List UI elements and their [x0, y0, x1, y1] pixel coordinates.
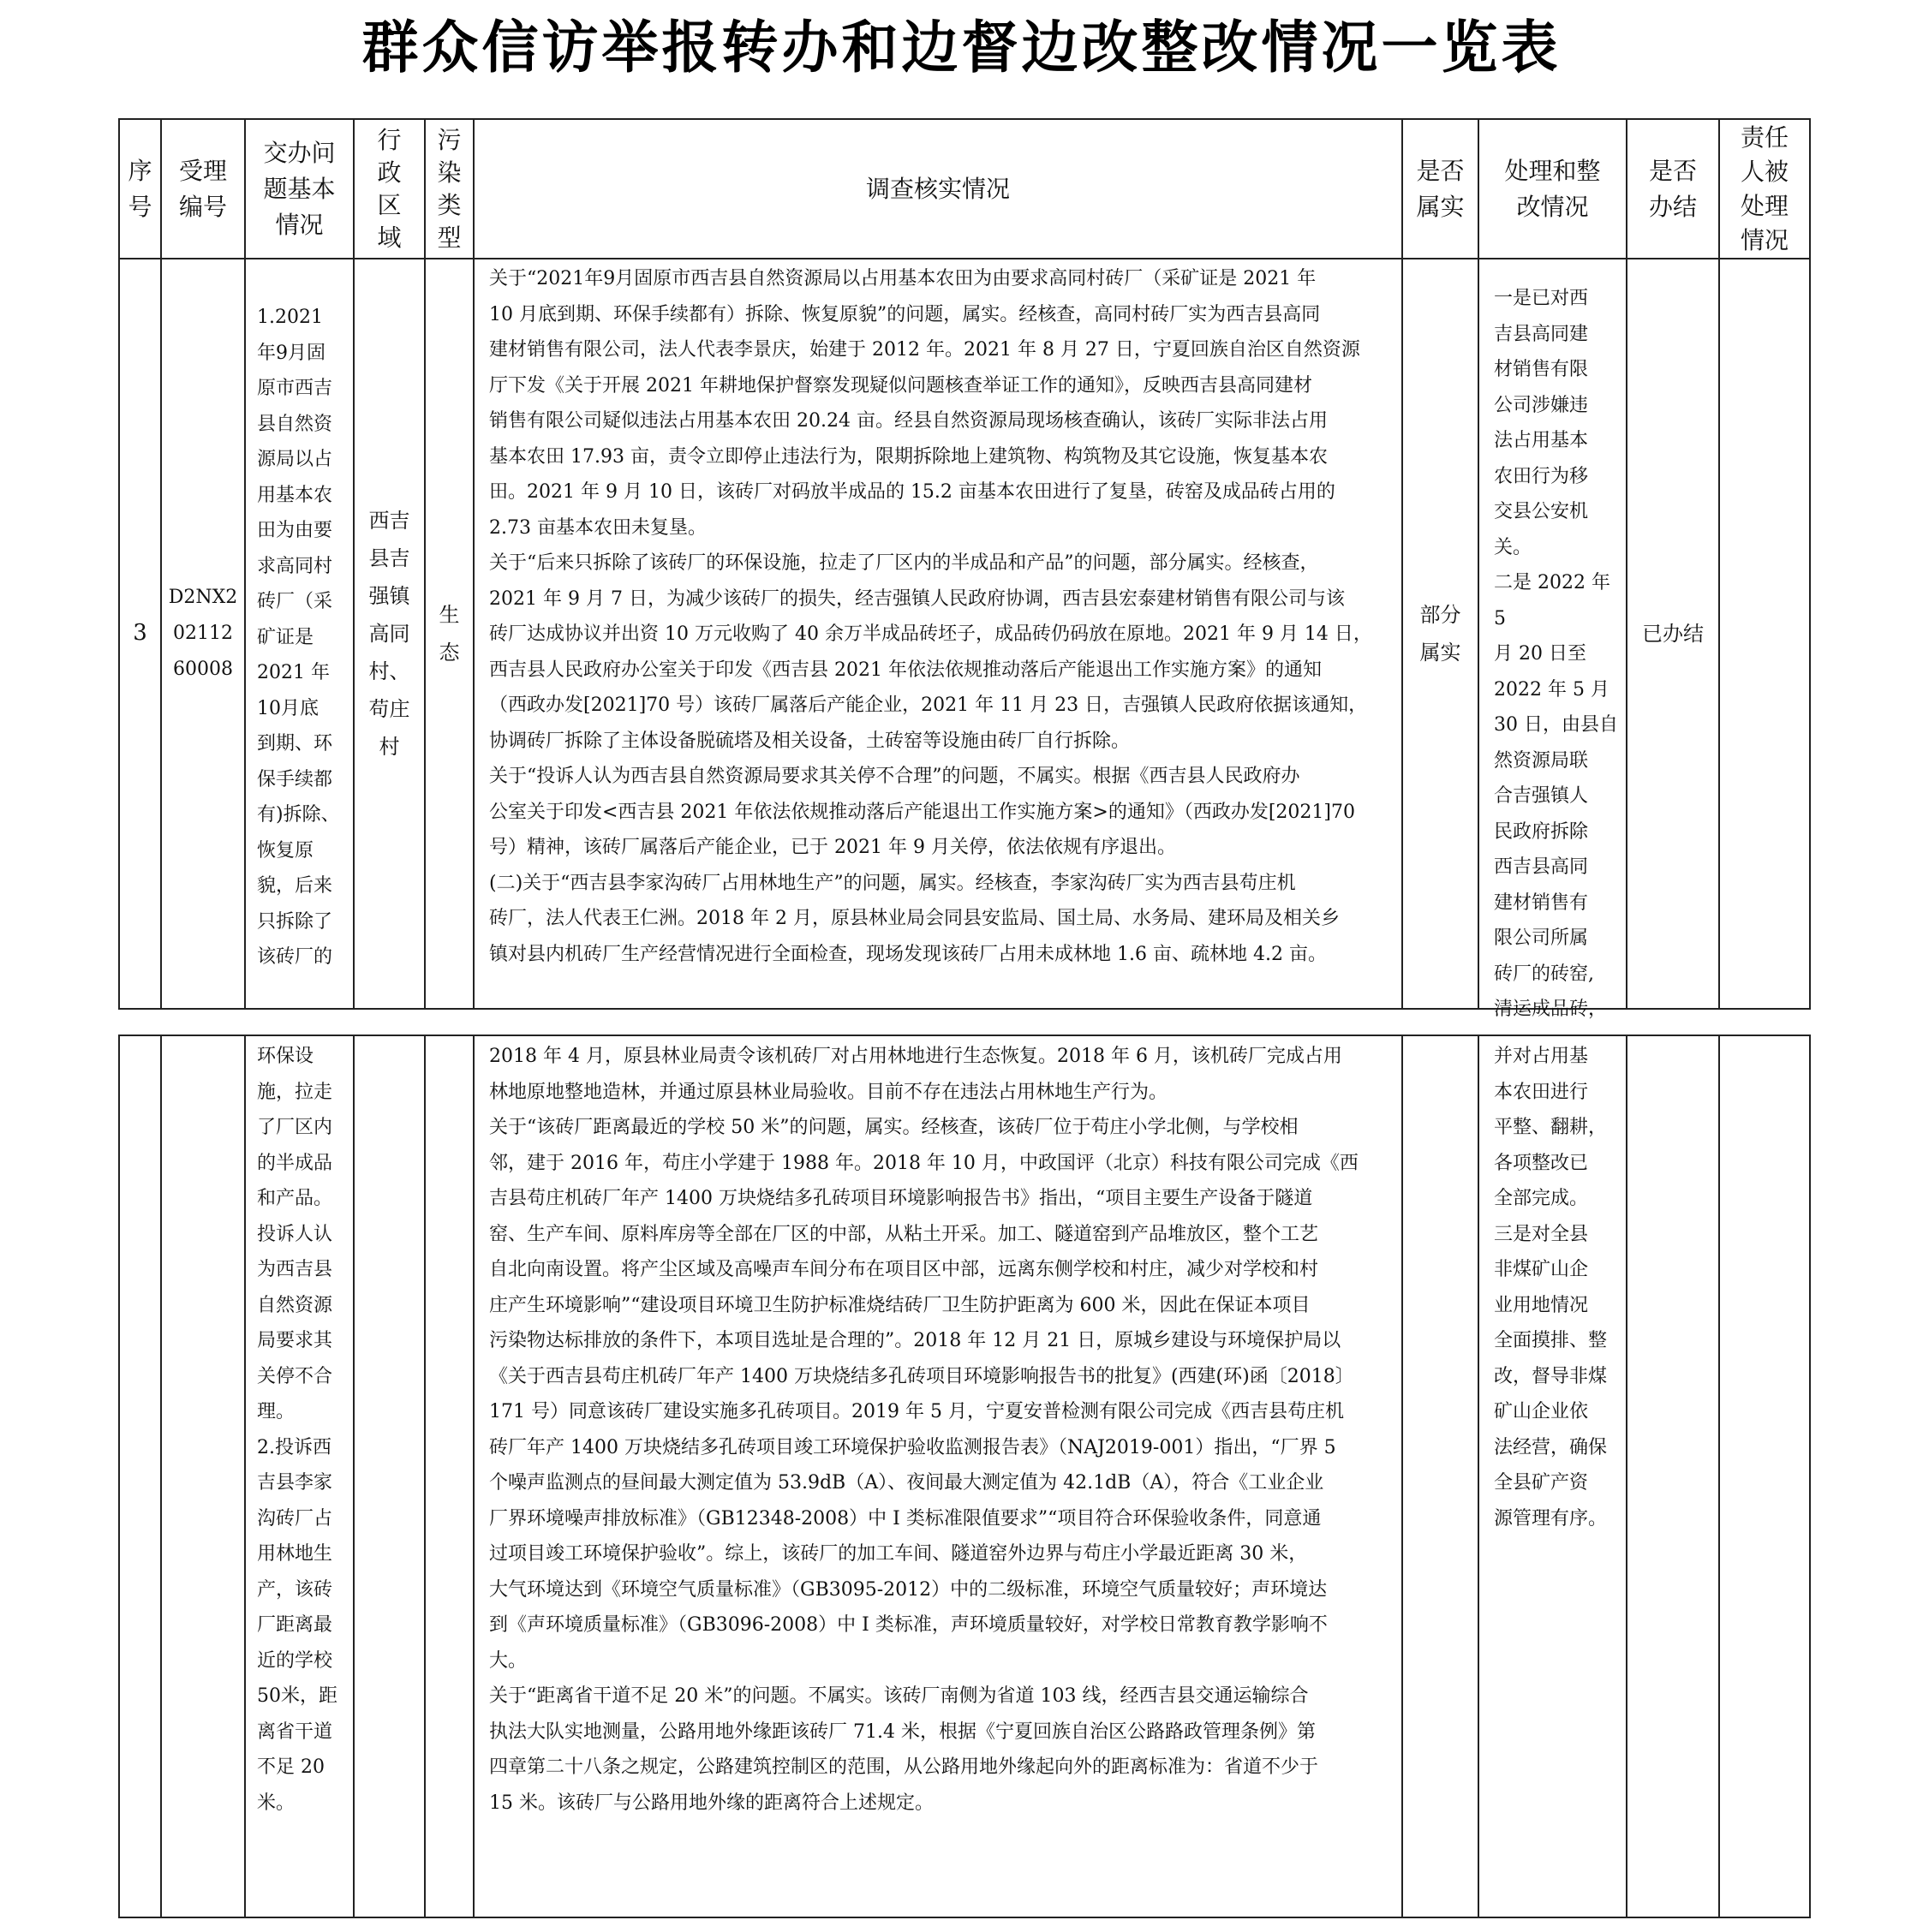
record-accept-no: D2NX2 02112 60008: [168, 587, 238, 680]
record-investigation-part2: 2018 年 4 月，原县林业局责令该机砖厂对占用林地进行生态恢复。2018 年 6 月，该机砖厂完成占用 林地原地整地造林，并通过原县林业局验收。目前不存在违法占用林地生产行为。 关于“该砖厂距离最近的学校 50 米”的问题，属实。经核查，该砖厂位于苟庄小学北侧，与学校相 邻，建于 2016 年，苟庄小学建于 1988 年。2018 年 10 月，中政国评（北京）科技有限公司完成《西 吉县苟庄机砖厂年产 1400 万块烧结多孔砖项目环境影响报告书》指出，“项目主要生产设备于隧道 窑、生产车间、原料库房等全部在厂区的中部，从粘土开采。加工、隧道窑到产品堆放区，整个工艺 自北向南设置。将产尘区域及高噪声车间分布在项目区中部，远离东侧学校和村庄，减少对学校和村 庄产生环境影响”“建设项目环境卫生防护标准烧结砖厂卫生防护距离为 600 米，因此在保证本项目 污染物达标排放的条件下，本项目选址是合理的”。2018 年 12 月 21 日，原城乡建设与环境保护局以 《关于西吉县苟庄机砖厂年产 1400 万块烧结多孔砖项目环境影响报告书的批复》(西建(环)函〔2018〕 171 号）同意该砖厂建设实施多孔砖项目。2019 年 5 月，宁夏安普检测有限公司完成《西吉县苟庄机 砖厂年产 1400 万块烧结多孔砖项目竣工环境保护验收监测报告表》（NAJ2019-001）指出，“厂界 5 个噪声监测点的昼间最大测定值为 53.9dB（A）、夜间最大测定值为 42.1dB（A），符合《工业企业 厂界环境噪声排放标准》（GB12348-2008）中 I 类标准限值要求”“项目符合环保验收条件，同意通 过项目竣工环境保护验收”。综上，该砖厂的加工车间、隧道窑外边界与苟庄小学最近距离 30 米， 大气环境达到《环境空气质量标准》（GB3095-2012）中的二级标准，环境空气质量较好；声环境达 到《声环境质量标准》（GB3096-2008）中 I 类标准，声环境质量较好，对学校日常教育教学影响不 大。 关于“距离省干道不足 20 米”的问题。不属实。该砖厂南侧为省道 103 线，经西吉县交通运输综合 执法大队实地测量，公路用地外缘距该砖厂 71.4 米，根据《宁夏回族自治区公路路政管理条例》第 四章第二十八条之规定，公路建筑控制区的范围，从公路用地外缘起向外的距离标准为：省道不少于 15 米。该砖厂与公路用地外缘的距离符合上述规定。: [489, 1046, 1359, 1814]
record-problem-part2: 环保设 施，拉走 了厂区内 的半成品 和产品。 投诉人认 为西吉县 自然资源 局要求其 关停不合 理。 2.投诉西 吉县李家 沟砖厂占 用林地生 产，该砖 厂距离最 近的学校 50米，距 离省干道 不足 20 米。: [257, 1046, 337, 1814]
header-accept-no: 受理 编号: [178, 156, 227, 221]
header-closed: 是否 办结: [1648, 156, 1697, 221]
record-is-true: 部分 属实: [1419, 603, 1461, 665]
record-problem-part1: 1.2021 年9月固 原市西吉 县自然资 源局以占 用基本农 田为由要 求高同村 砖厂（采 矿证是 2021 年 10月底 到期、环 保手续都 有)拆除、 恢复原 貌，后来 只拆除了 该砖厂的: [257, 307, 340, 968]
header-problem: 交办问 题基本 情况: [263, 138, 336, 239]
record-accountability: [1719, 259, 1810, 1009]
record-region: 西吉 县吉 强镇 高同 村、 苟庄 村: [368, 509, 410, 759]
header-seq: 序 号: [128, 156, 152, 221]
header-pollution: 污 染 类 型: [437, 125, 462, 252]
header-investigation: 调查核实情况: [865, 174, 1010, 203]
record-investigation-part1: 关于“2021年9月固原市西吉县自然资源局以占用基本农田为由要求高同村砖厂（采矿证是 2021 年 10 月底到期、环保手续都有）拆除、恢复原貌”的问题，属实。经核查，高同村砖厂实为西吉县高同 建材销售有限公司，法人代表李景庆，始建于 2012 年。2021 年 8 月 27 日，宁夏回族自治区自然资源 厅下发《关于开展 2021 年耕地保护督察发现疑似问题核查举证工作的通知》，反映西吉县高同建材 销售有限公司疑似违法占用基本农田 20.24 亩。经县自然资源局现场核查确认，该砖厂实际非法占用 基本农田 17.93 亩，责令立即停止违法行为，限期拆除地上建筑物、构筑物及其它设施，恢复基本农 田。2021 年 9 月 10 日，该砖厂对码放半成品的 15.2 亩基本农田进行了复垦，砖窑及成品砖占用的 2.73 亩基本农田未复垦。 关于“后来只拆除了该砖厂的环保设施，拉走了厂区内的半成品和产品”的问题，部分属实。经核查， 2021 年 9 月 7 日，为减少该砖厂的损失，经吉强镇人民政府协调，西吉县宏泰建材销售有限公司与该 砖厂达成协议并出资 10 万元收购了 40 余万半成品砖坯子，成品砖仍码放在原地。2021 年 9 月 14 日， 西吉县人民政府办公室关于印发《西吉县 2021 年依法依规推动落后产能退出工作实施方案》的通知 （西政办发[2021]70 号）该砖厂属落后产能企业，2021 年 11 月 23 日，吉强镇人民政府依据该通知， 协调砖厂拆除了主体设备脱硫塔及相关设备，土砖窑等设施由砖厂自行拆除。 关于“投诉人认为西吉县自然资源局要求其关停不合理”的问题，不属实。根据《西吉县人民政府办 公室关于印发<西吉县 2021 年依法依规推动落后产能退出工作实施方案>的通知》（西政办发[2021]70 号）精神，该砖厂属落后产能企业，已于 2021 年 9 月关停，依法依规有序退出。 (二)关于“西吉县李家沟砖厂占用林地生产”的问题，属实。经核查，李家沟砖厂实为西吉县苟庄机 砖厂，法人代表王仁洲。2018 年 2 月，原县林业局会同县安监局、国土局、水务局、建环局及相关乡 镇对县内机砖厂生产经营情况进行全面检查，现场发现该砖厂占用未成林地 1.6 亩、疏林地 4.2 亩。: [489, 268, 1372, 965]
page-title: 群众信访举报转办和边督边改整改情况一览表: [361, 15, 1562, 80]
header-is-true: 是否 属实: [1416, 156, 1465, 221]
record-pollution: 生 态: [439, 603, 460, 665]
record-closed: 已办结: [1642, 622, 1704, 646]
header-handling: 处理和整 改情况: [1504, 156, 1601, 221]
record-handling-part2: 并对占用基 本农田进行 平整、翻耕， 各项整改已 全部完成。 三是对全县 非煤矿山企 业用地情况 全面摸排、整 改，督导非煤 矿山企业依 法经营，确保 全县矿产资 源管理有序。: [1494, 1046, 1608, 1530]
header-region: 行 政 区 域: [377, 125, 402, 252]
header-accountability: 责任 人被 处理 情况: [1740, 122, 1789, 254]
record-handling-part1: 一是已对西 吉县高同建 材销售有限 公司涉嫌违 法占用基本 农田行为移 交县公安机 关。 二是 2022 年 5 月 20 日至 2022 年 5 月 30 日，由县自 然资源局联 合吉强镇人 民政府拆除 西吉县高同 建材销售有 限公司所属 砖厂的砖窑, 清运成品砖，: [1494, 288, 1618, 1020]
record-seq: 3: [133, 620, 147, 647]
